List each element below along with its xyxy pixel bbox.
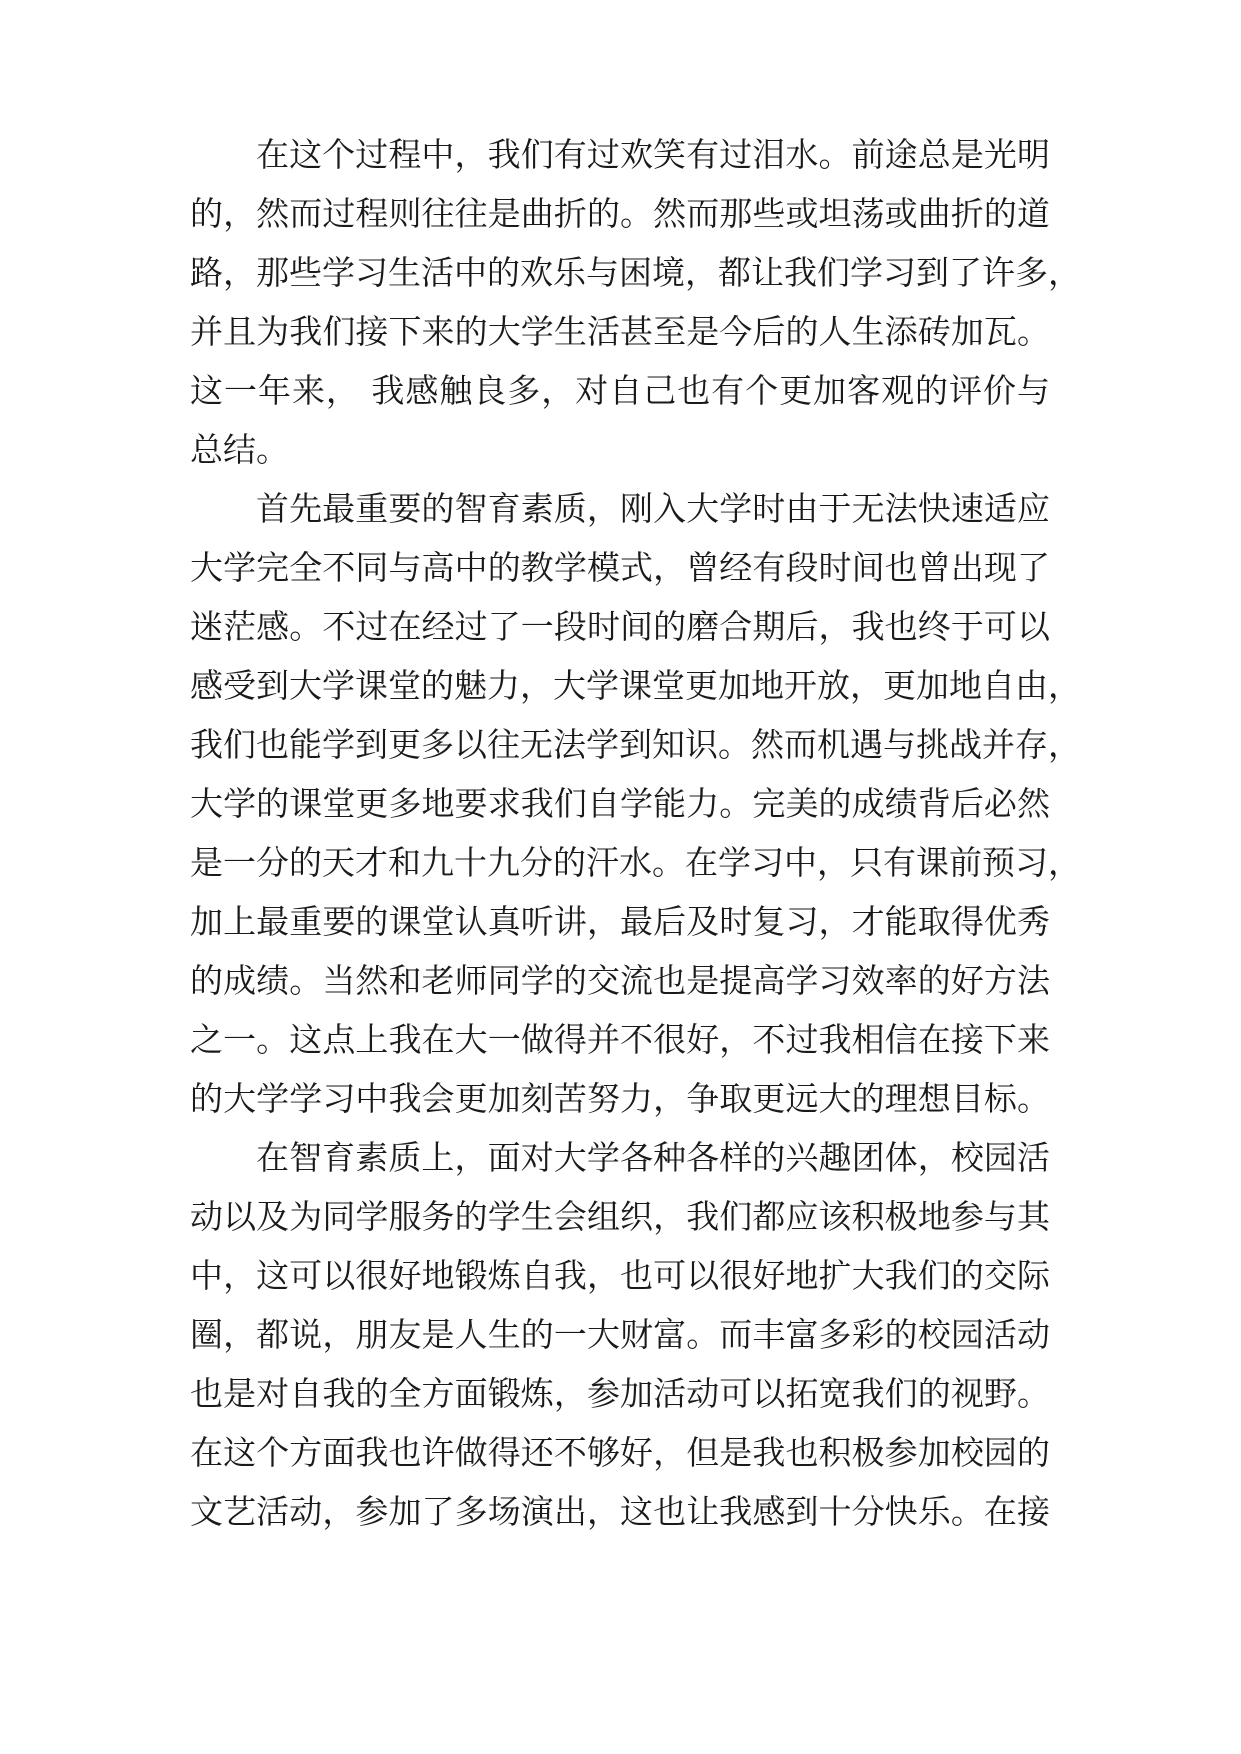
paragraph-3-line-1: 在智育素质上，面对大学各种各样的兴趣团体，校园活 [256, 1138, 1050, 1177]
paragraph-2-line-10: 之一。这点上我在大一做得并不很好，不过我相信在接下来 [190, 1020, 1050, 1059]
paragraph-2-line-6: 大学的课堂更多地要求我们自学能力。完美的成绩背后必然 [190, 784, 1050, 823]
paragraph-3-line-3: 中，这可以很好地锻炼自我，也可以很好地扩大我们的交际 [190, 1256, 1050, 1295]
paragraph-1-line-2: 的，然而过程则往往是曲折的。然而那些或坦荡或曲折的道 [190, 194, 1050, 233]
paragraph-2-line-5: 我们也能学到更多以往无法学到知识。然而机遇与挑战并存， [190, 725, 1081, 764]
paragraph-1-line-4: 并且为我们接下来的大学生活甚至是今后的人生添砖加瓦。 [190, 312, 1050, 351]
paragraph-3-line-6: 在这个方面我也许做得还不够好，但是我也积极参加校园的 [190, 1433, 1050, 1472]
paragraph-1-line-1: 在这个过程中，我们有过欢笑有过泪水。前途总是光明 [256, 135, 1050, 174]
paragraph-2-line-1: 首先最重要的智育素质，刚入大学时由于无法快速适应 [256, 489, 1050, 528]
paragraph-3-line-4: 圈，都说，朋友是人生的一大财富。而丰富多彩的校园活动 [190, 1315, 1050, 1354]
paragraph-2-line-11: 的大学学习中我会更加刻苦努力，争取更远大的理想目标。 [190, 1079, 1050, 1118]
paragraph-1-line-5: 这一年来， 我感触良多，对自己也有个更加客观的评价与 [190, 371, 1050, 410]
paragraph-3-line-2: 动以及为同学服务的学生会组织，我们都应该积极地参与其 [190, 1197, 1050, 1236]
paragraph-2-line-2: 大学完全不同与高中的教学模式，曾经有段时间也曾出现了 [190, 548, 1050, 587]
paragraph-2-line-7: 是一分的天才和九十九分的汗水。在学习中，只有课前预习， [190, 843, 1081, 882]
paragraph-2-line-9: 的成绩。当然和老师同学的交流也是提高学习效率的好方法 [190, 961, 1050, 1000]
paragraph-2-line-3: 迷茫感。不过在经过了一段时间的磨合期后，我也终于可以 [190, 607, 1050, 646]
paragraph-3-line-7: 文艺活动，参加了多场演出，这也让我感到十分快乐。在接 [190, 1492, 1050, 1531]
paragraph-3-line-5: 也是对自我的全方面锻炼，参加活动可以拓宽我们的视野。 [190, 1374, 1050, 1413]
paragraph-1-line-6: 总结。 [190, 430, 289, 469]
paragraph-2-line-8: 加上最重要的课堂认真听讲，最后及时复习，才能取得优秀 [190, 902, 1050, 941]
paragraph-2-line-4: 感受到大学课堂的魅力，大学课堂更加地开放，更加地自由， [190, 666, 1081, 705]
paragraph-1-line-3: 路，那些学习生活中的欢乐与困境，都让我们学习到了许多， [190, 253, 1081, 292]
